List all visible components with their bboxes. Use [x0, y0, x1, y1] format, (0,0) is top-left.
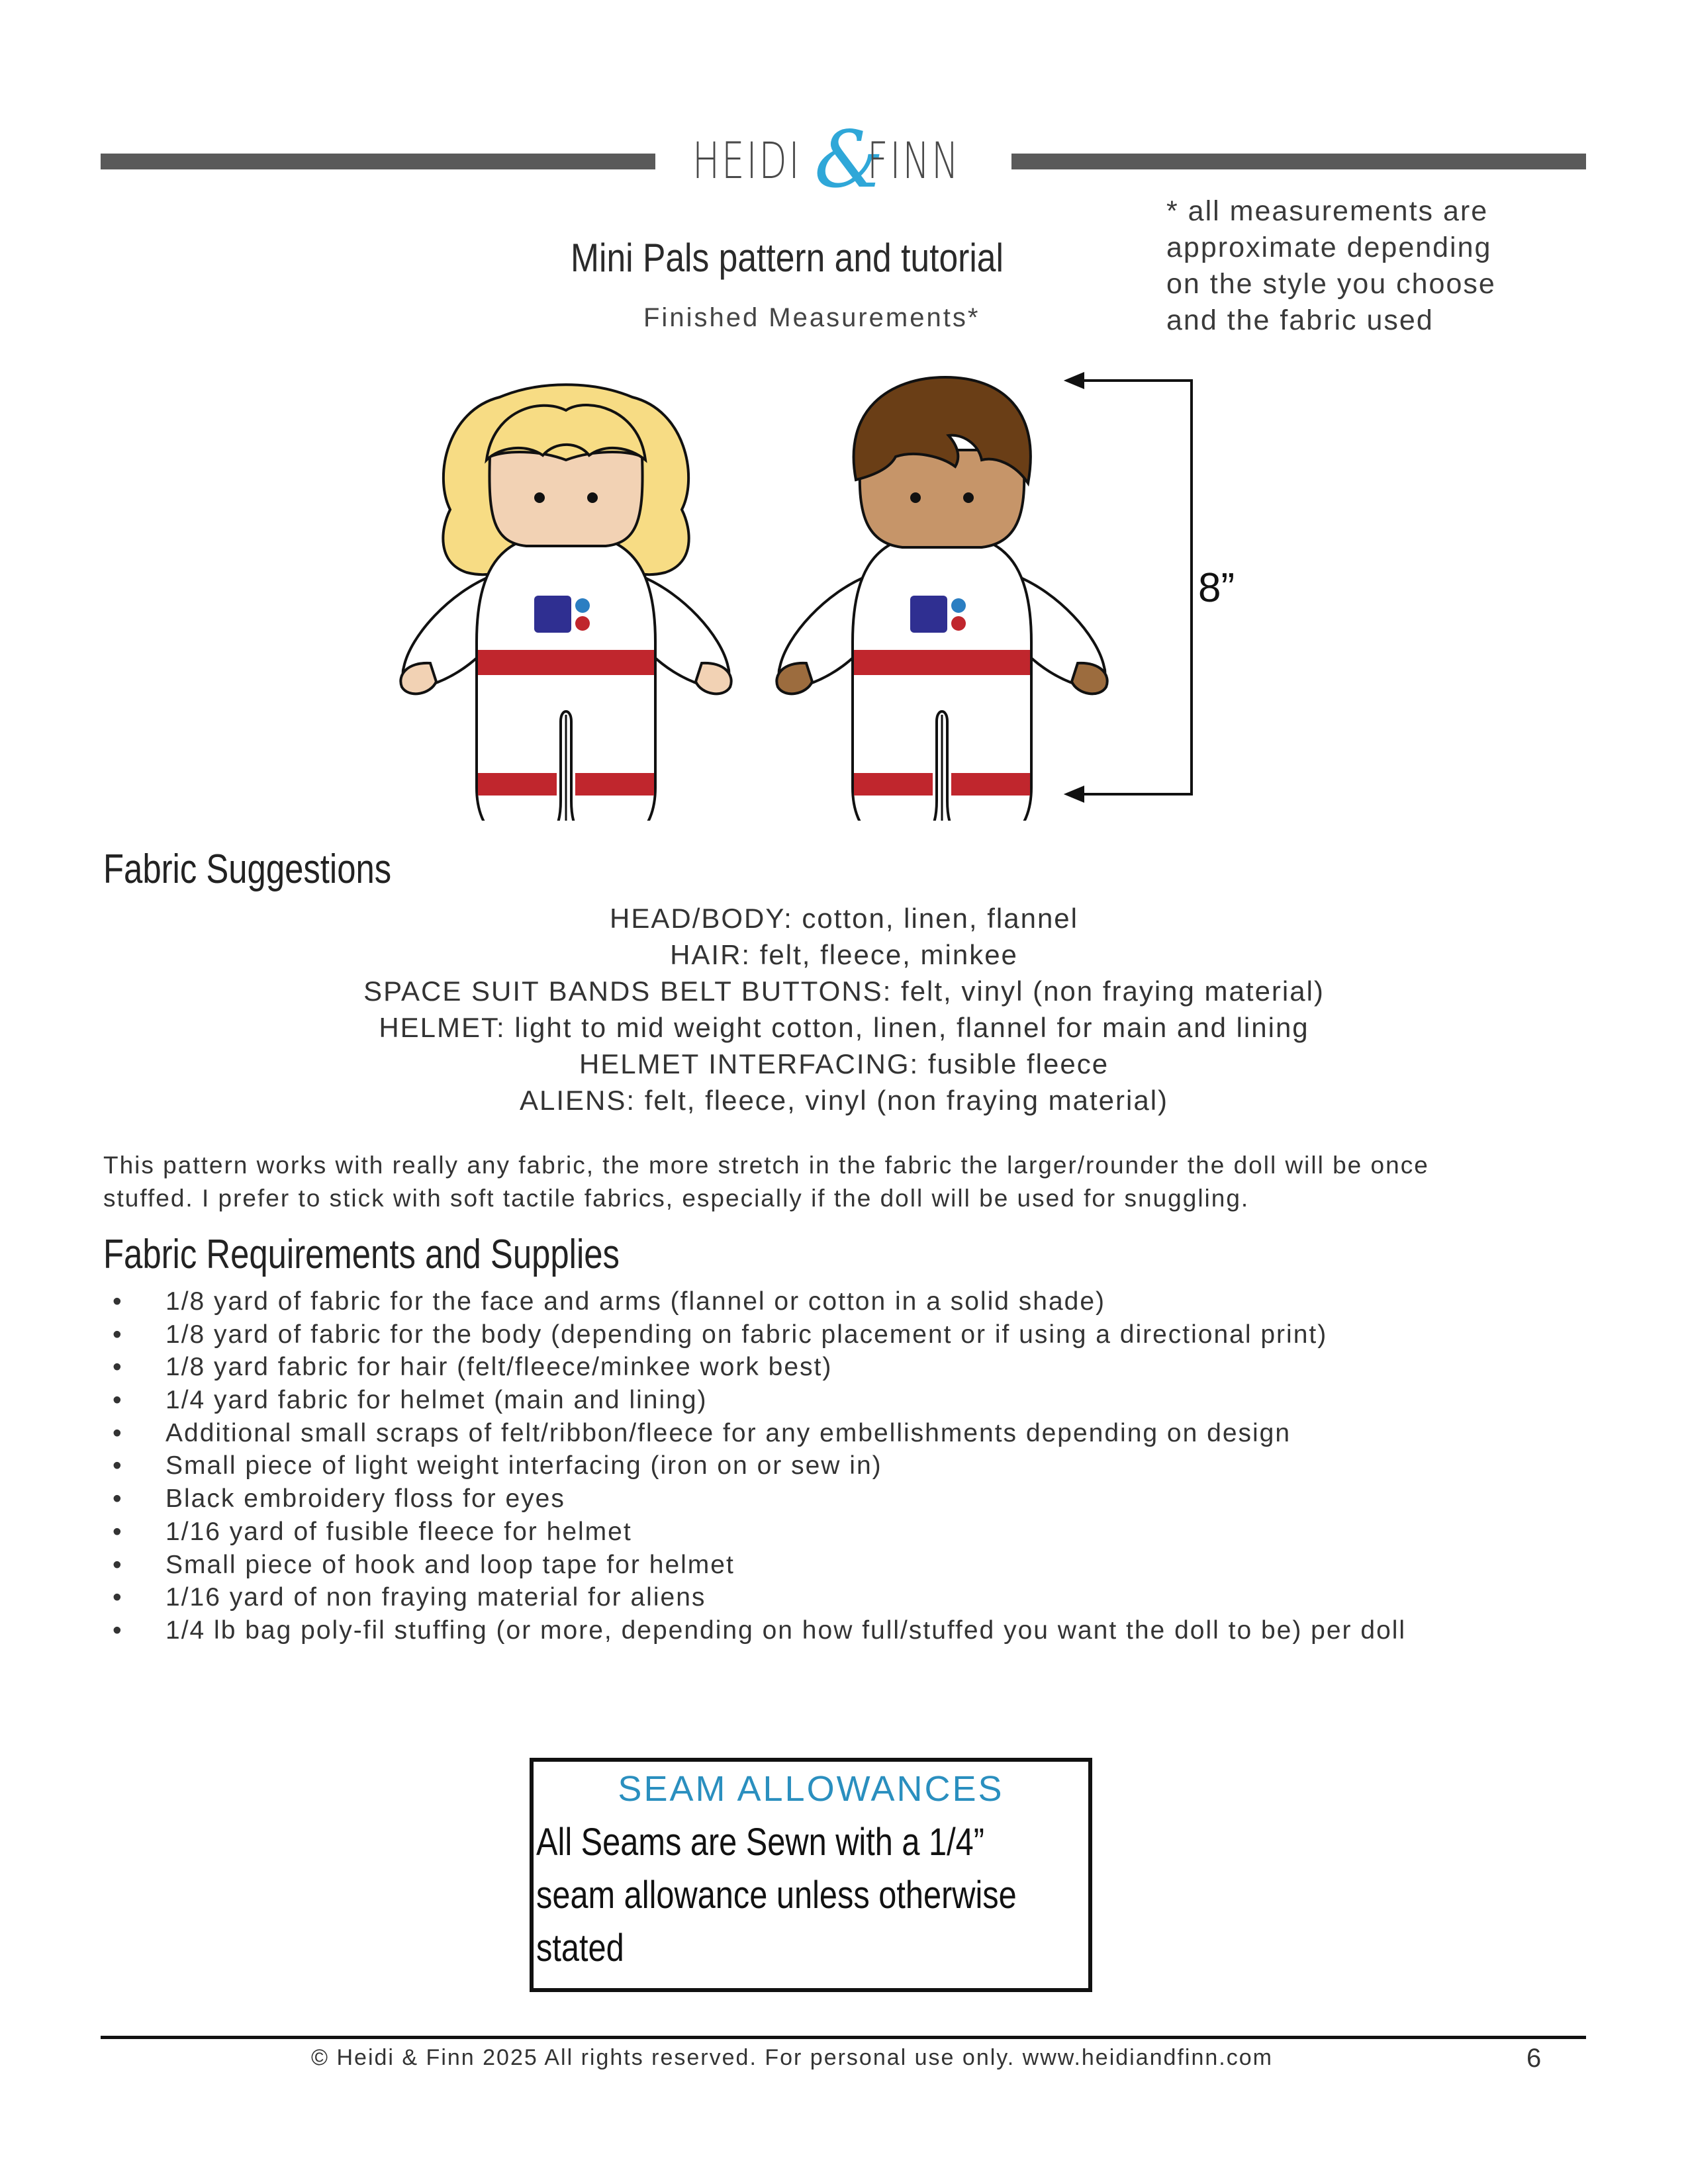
- page-title: Mini Pals pattern and tutorial: [571, 236, 1004, 280]
- bullet-icon: •: [113, 1320, 123, 1349]
- brand-logo-right: FINN: [867, 131, 961, 190]
- bullet-icon: •: [113, 1615, 123, 1645]
- list-item-text: 1/4 lb bag poly-fil stuffing (or more, depending on how full/stuffed you want the doll to be) per doll: [165, 1615, 1407, 1645]
- seam-allowance-box: [530, 1758, 1092, 1992]
- page-subtitle: Finished Measurements*: [643, 303, 980, 332]
- page-number: 6: [1526, 2044, 1542, 2073]
- bullet-icon: •: [113, 1583, 123, 1612]
- fabric-suggestions-list: [0, 900, 1688, 1118]
- fabric-suggestions-heading: Fabric Suggestions: [103, 846, 392, 892]
- list-item-text: 1/8 yard fabric for hair (felt/fleece/minkee work best): [165, 1353, 833, 1382]
- brand-logo-ampersand: &: [814, 114, 884, 205]
- measurement-note: [1166, 193, 1496, 339]
- list-item-text: Small piece of hook and loop tape for helmet: [165, 1550, 735, 1579]
- seam-allowance-line: stated: [536, 1927, 624, 1970]
- list-item-text: 1/16 yard of non fraying material for aliens: [165, 1583, 706, 1612]
- bullet-icon: •: [113, 1484, 123, 1514]
- list-item-text: Additional small scraps of felt/ribbon/fleece for any embellishments depending on design: [165, 1418, 1291, 1447]
- fabric-suggestion-line: HEAD/BODY: cotton, linen, flannel: [610, 903, 1078, 934]
- fabric-suggestion-line: HELMET: light to mid weight cotton, linen, flannel for main and lining: [379, 1012, 1309, 1043]
- header-bar-right: [1011, 154, 1586, 169]
- height-measurement-label: 8”: [1198, 565, 1235, 611]
- fabric-suggestion-line: HAIR: felt, fleece, minkee: [670, 939, 1018, 970]
- fabric-requirements-heading: Fabric Requirements and Supplies: [103, 1232, 620, 1277]
- fabric-suggestion-line: ALIENS: felt, fleece, vinyl (non fraying material): [519, 1085, 1169, 1116]
- bullet-icon: •: [113, 1451, 123, 1480]
- brand-logo: [688, 114, 1000, 205]
- list-item-text: 1/8 yard of fabric for the face and arms (flannel or cotton in a solid shade): [165, 1287, 1106, 1316]
- seam-allowance-text: [536, 1816, 1086, 1975]
- list-item-text: Black embroidery floss for eyes: [165, 1484, 565, 1514]
- list-item-text: 1/16 yard of fusible fleece for helmet: [165, 1517, 632, 1546]
- list-item-text: Small piece of light weight interfacing (iron on or sew in): [165, 1451, 882, 1480]
- seam-allowance-line: All Seams are Sewn with a 1/4”: [536, 1821, 984, 1864]
- brand-logo-left: HEIDI: [692, 131, 802, 190]
- list-item-text: 1/8 yard of fabric for the body (depending on fabric placement or if using a directional print): [165, 1320, 1328, 1349]
- fabric-suggestion-line: HELMET INTERFACING: fusible fleece: [579, 1048, 1109, 1079]
- fabric-note-paragraph: [103, 1149, 1599, 1215]
- fabric-note-line: stuffed. I prefer to stick with soft tactile fabrics, especially if the doll will be used for snuggling.: [103, 1185, 1250, 1212]
- seam-allowance-line: seam allowance unless otherwise: [536, 1874, 1017, 1917]
- doll-illustration: [397, 357, 1324, 821]
- bullet-icon: •: [113, 1418, 123, 1447]
- measurement-note-line: and the fabric used: [1166, 304, 1434, 336]
- doll-brunette: [776, 377, 1107, 821]
- fabric-suggestion-line: SPACE SUIT BANDS BELT BUTTONS: felt, vinyl (non fraying material): [363, 976, 1325, 1007]
- bullet-icon: •: [113, 1287, 123, 1316]
- measurement-note-line: approximate depending: [1166, 232, 1492, 263]
- seam-allowance-title: SEAM ALLOWANCES: [618, 1769, 1004, 1809]
- height-measurement-arrow: [1067, 374, 1192, 801]
- measurement-note-line: on the style you choose: [1166, 268, 1496, 300]
- bullet-icon: •: [113, 1550, 123, 1579]
- doll-blonde: [400, 385, 731, 821]
- fabric-note-line: This pattern works with really any fabric, the more stretch in the fabric the larger/rounder the doll will be once: [103, 1152, 1429, 1179]
- list-item-text: 1/4 yard fabric for helmet (main and lining): [165, 1386, 708, 1415]
- measurement-note-line: * all measurements are: [1166, 195, 1489, 227]
- footer-copyright: © Heidi & Finn 2025 All rights reserved. For personal use only. www.heidiandfinn.com: [311, 2045, 1273, 2070]
- bullet-icon: •: [113, 1353, 123, 1382]
- header-bar-left: [101, 154, 655, 169]
- bullet-icon: •: [113, 1386, 123, 1415]
- bullet-icon: •: [113, 1517, 123, 1546]
- footer-rule: [101, 2036, 1586, 2039]
